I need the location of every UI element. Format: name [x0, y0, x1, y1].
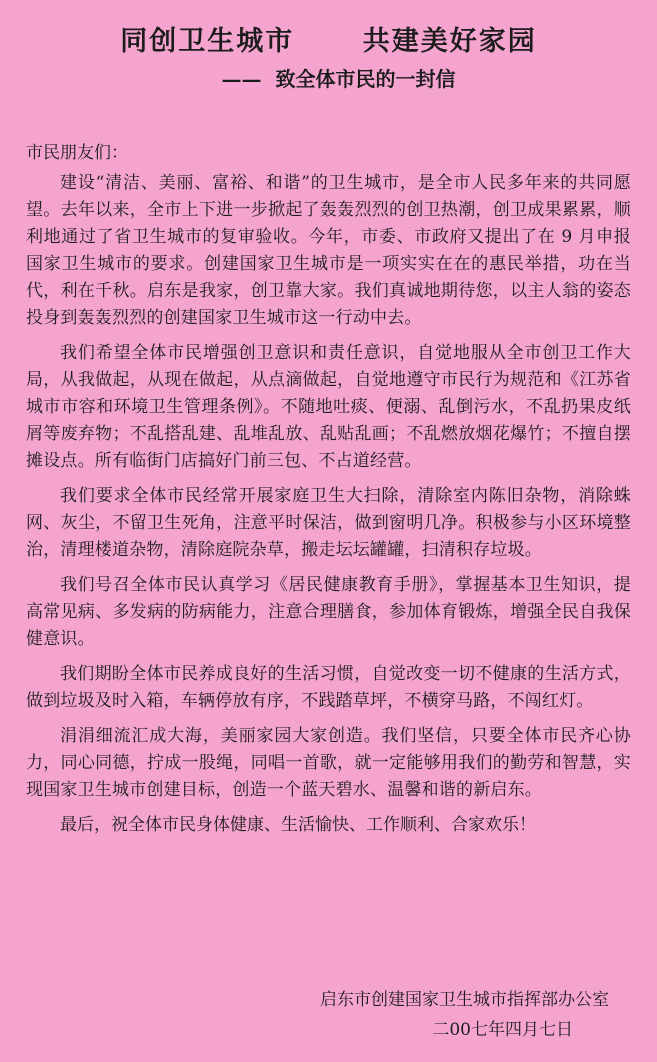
paragraph-4: 我们号召全体市民认真学习《居民健康教育手册》，掌握基本卫生知识，提高常见病、多发病的防病能力，注意合理膳食，参加体育锻炼，增强全民自我保健意识。 — [26, 575, 631, 649]
letter-title: 同创卫生城市 共建美好家园 — [120, 26, 537, 57]
salutation: 市民朋友们： — [26, 143, 128, 163]
paragraph-3: 我们要求全体市民经常开展家庭卫生大扫除，清除室内陈旧杂物，消除蛛网、灰尘，不留卫生死角，注意平时保洁，做到窗明几净。积极参与小区环境整治，清理楼道杂物，清除庭院杂草，搬走坛坛罐罐，扫清积存垃圾。 — [26, 486, 631, 560]
paragraph-1: 建设“清洁、美丽、富裕、和谐”的卫生城市，是全市人民多年来的共同愿望。去年以来，全市上下进一步掀起了轰轰烈烈的创卫热潮，创卫成果累累，顺利地通过了省卫生城市的复审验收。今年，市委、市政府又提出了在 9 月申报国家卫生城市的要求。创建国家卫生城市是一项实实在在的惠民举措，功在当代，利在千秋。启东是我家，创卫靠大家。我们真诚地期待您，以主人翁的姿态投身到轰轰烈烈的创建国家卫生城市这一行动中去。 — [26, 173, 631, 328]
signature-block — [320, 985, 609, 1045]
closing-line: 最后，祝全体市民身体健康、生活愉快、工作顺利、合家欢乐！ — [60, 815, 536, 835]
signature-date: 二00七年四月七日 — [432, 1020, 573, 1040]
paragraph-6: 涓涓细流汇成大海，美丽家园大家创造。我们坚信，只要全体市民齐心协力，同心同德，拧成一股绳，同唱一首歌，就一定能够用我们的勤劳和智慧，实现国家卫生城市创建目标，创造一个蓝天碧水、温馨和谐的新启东。 — [26, 726, 631, 800]
paragraph-2: 我们希望全体市民增强创卫意识和责任意识，自觉地服从全市创卫工作大局，从我做起，从现在做起，从点滴做起，自觉地遵守市民行为规范和《江苏省城市市容和环境卫生管理条例》。不随地吐痰、便溺、乱倒污水，不乱扔果皮纸屑等废弃物；不乱搭乱建、乱堆乱放、乱贴乱画；不乱燃放烟花爆竹；不擅自摆摊设点。所有临街门店搞好门前三包、不占道经营。 — [26, 343, 631, 471]
signature-organization: 启东市创建国家卫生城市指挥部办公室 — [320, 990, 609, 1010]
paragraph-5: 我们期盼全体市民养成良好的生活习惯，自觉改变一切不健康的生活方式，做到垃圾及时入箱，车辆停放有序，不践踏草坪，不横穿马路，不闯红灯。 — [26, 664, 631, 711]
letter-subtitle: —— 致全体市民的一封信 — [221, 67, 456, 91]
letter-body — [26, 140, 631, 839]
